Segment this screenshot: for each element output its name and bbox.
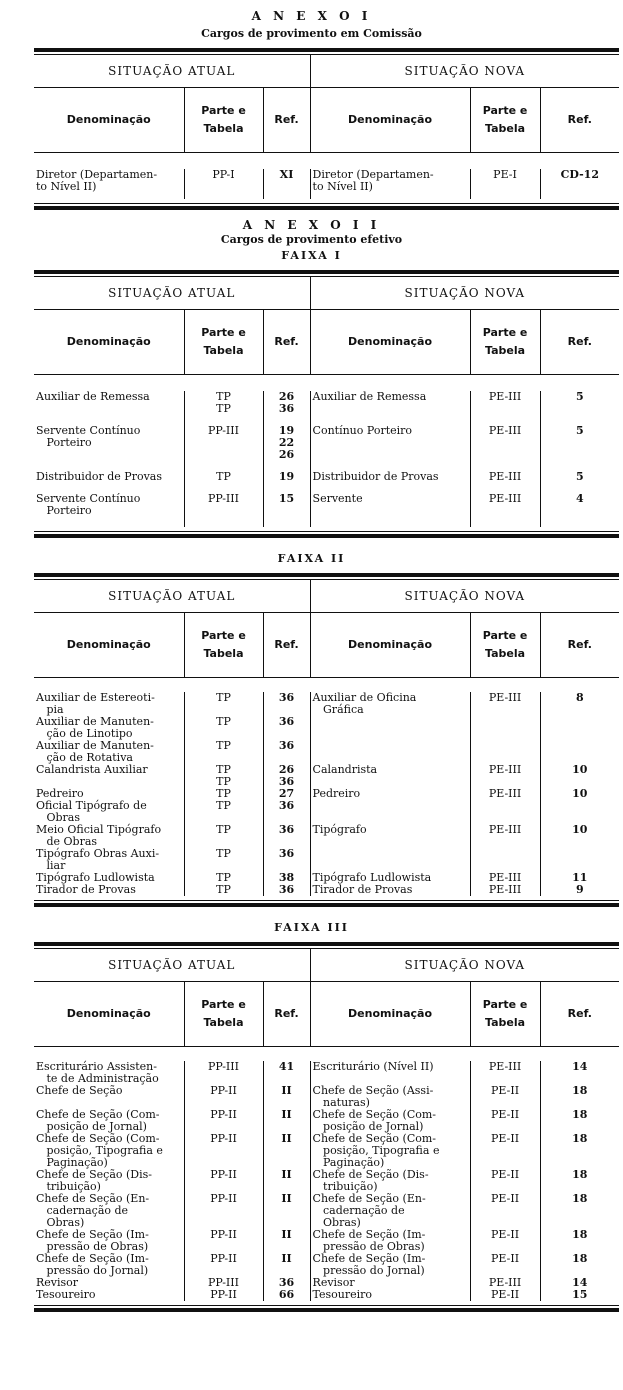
nova-parte-tabela: PE-II	[470, 1229, 540, 1253]
double-rule-bottom	[34, 900, 619, 907]
atual-parte-tabela: TP	[184, 872, 263, 884]
nova-denominacao: Calandrista	[310, 764, 470, 788]
parte-tabela-header	[470, 310, 540, 375]
nova-parte-tabela: PE-III	[470, 1061, 540, 1085]
atual-parte-tabela: PP-II	[184, 1193, 263, 1229]
atual-denominacao: Auxiliar de Manuten- ção de Rotativa	[36, 739, 154, 764]
nova-denominacao: Tesoureiro	[310, 1289, 470, 1301]
annex1-title: A N E X O I	[251, 9, 372, 23]
atual-ref: 41	[263, 1061, 310, 1085]
parte-tabela-header	[184, 982, 263, 1047]
atual-denominacao: Chefe de Seção (Dis- tribuição)	[36, 1168, 153, 1193]
annex2-title: A N E X O I I	[242, 218, 381, 232]
atual-ref: 36	[263, 884, 310, 896]
ref-header: Ref.	[263, 613, 310, 678]
denominacao-header: Denominação	[310, 982, 470, 1047]
nova-denominacao: Chefe de Seção (Com- posição de Jornal)	[310, 1109, 470, 1133]
atual-parte-tabela: TP TP	[184, 764, 263, 788]
nova-parte-tabela: PE-II	[470, 1193, 540, 1229]
nova-ref: 15	[540, 1289, 619, 1301]
atual-parte-tabela: PP-II	[184, 1085, 263, 1109]
nova-ref: 18	[540, 1253, 619, 1277]
parte-e-label: Parte e	[482, 998, 528, 1011]
atual-denominacao: Chefe de Seção (Com- posição de Jornal)	[36, 1108, 160, 1133]
double-rule-top	[34, 942, 619, 949]
nova-ref: CD-12	[540, 169, 619, 199]
nova-denominacao: Tirador de Provas	[310, 884, 470, 896]
atual-ref: II	[263, 1193, 310, 1229]
nova-denominacao: Revisor	[310, 1277, 470, 1289]
nova-parte-tabela: PE-II	[470, 1109, 540, 1133]
atual-ref: 36	[263, 824, 310, 848]
nova-denominacao: Chefe de Seção (Im- pressão de Obras)	[310, 1229, 470, 1253]
nova-parte-tabela: PE-III	[470, 764, 540, 788]
atual-denominacao: Tipógrafo Ludlowista	[36, 871, 155, 884]
register-table	[34, 949, 619, 1301]
nova-parte-tabela	[470, 740, 540, 764]
denominacao-header: Denominação	[310, 310, 470, 375]
atual-parte-tabela: TP	[184, 788, 263, 800]
table-row	[34, 1229, 619, 1253]
faixa2-title: FAIXA II	[277, 552, 346, 565]
nova-denominacao: Tipógrafo Ludlowista	[310, 872, 470, 884]
nova-denominacao: Auxiliar de Oficina Gráfica	[310, 692, 470, 716]
nova-parte-tabela: PE-II	[470, 1169, 540, 1193]
atual-denominacao: Auxiliar de Manuten- ção de Linotipo	[36, 715, 154, 740]
table-row	[34, 764, 619, 788]
parte-e-label: Parte e	[201, 629, 246, 642]
atual-ref: 36	[263, 740, 310, 764]
nova-denominacao: Tipógrafo	[310, 824, 470, 848]
faixa1-title: FAIXA I	[281, 249, 342, 262]
nova-denominacao	[310, 740, 470, 764]
tabela-label: Tabela	[485, 647, 526, 660]
table-row	[34, 1169, 619, 1193]
parte-e-label: Parte e	[201, 326, 246, 339]
atual-parte-tabela: TP	[184, 471, 263, 493]
nova-ref	[540, 800, 619, 824]
nova-ref	[540, 740, 619, 764]
nova-ref: 18	[540, 1085, 619, 1109]
nova-denominacao: Chefe de Seção (Dis- tribuição)	[310, 1169, 470, 1193]
nova-ref: 10	[540, 824, 619, 848]
table-row	[34, 716, 619, 740]
ref-header: Ref.	[540, 310, 619, 375]
situacao-nova-header: SITUAÇÃO NOVA	[310, 580, 619, 613]
atual-ref: II	[263, 1169, 310, 1193]
nova-parte-tabela	[470, 800, 540, 824]
table-row	[34, 169, 619, 199]
nova-denominacao: Distribuidor de Provas	[310, 471, 470, 493]
nova-parte-tabela: PE-II	[470, 1133, 540, 1169]
atual-denominacao: Distribuidor de Provas	[36, 470, 162, 483]
atual-parte-tabela: TP	[184, 692, 263, 716]
parte-tabela-header	[470, 88, 540, 153]
atual-ref: 36	[263, 848, 310, 872]
table-row	[34, 1061, 619, 1085]
ref-header: Ref.	[263, 982, 310, 1047]
nova-parte-tabela: PE-III	[470, 471, 540, 493]
nova-denominacao: Auxiliar de Remessa	[310, 391, 470, 425]
nova-parte-tabela: PE-III	[470, 391, 540, 425]
atual-ref: 19 22 26	[263, 425, 310, 471]
denominacao-header: Denominação	[34, 310, 184, 375]
atual-parte-tabela: TP	[184, 848, 263, 872]
nova-parte-tabela: PE-III	[470, 493, 540, 527]
situacao-atual-header: SITUAÇÃO ATUAL	[34, 277, 310, 310]
nova-parte-tabela: PE-III	[470, 824, 540, 848]
annex1-subtitle: Cargos de provimento em Comissão	[201, 27, 422, 40]
nova-denominacao: Chefe de Seção (Assi- naturas)	[310, 1085, 470, 1109]
atual-denominacao: Revisor	[36, 1276, 79, 1289]
atual-denominacao: Oficial Tipógrafo de Obras	[36, 799, 147, 824]
atual-ref: 36	[263, 692, 310, 716]
atual-ref: II	[263, 1253, 310, 1277]
atual-ref: II	[263, 1229, 310, 1253]
parte-e-label: Parte e	[201, 998, 246, 1011]
situacao-nova-header: SITUAÇÃO NOVA	[310, 277, 619, 310]
nova-parte-tabela: PE-III	[470, 692, 540, 716]
atual-parte-tabela: TP	[184, 716, 263, 740]
atual-parte-tabela: PP-II	[184, 1229, 263, 1253]
situacao-nova-header: SITUAÇÃO NOVA	[310, 949, 619, 982]
denominacao-header: Denominação	[34, 613, 184, 678]
nova-ref: 18	[540, 1169, 619, 1193]
table-row	[34, 692, 619, 716]
tabela-label: Tabela	[203, 1016, 244, 1029]
atual-ref: 26 36	[263, 764, 310, 788]
nova-ref: 9	[540, 884, 619, 896]
atual-parte-tabela: PP-III	[184, 493, 263, 527]
nova-denominacao: Chefe de Seção (En- cadernação de Obras)	[310, 1193, 470, 1229]
atual-denominacao: Auxiliar de Remessa	[36, 390, 150, 403]
table-row	[34, 471, 619, 493]
parte-tabela-header	[184, 88, 263, 153]
table-row	[34, 1193, 619, 1229]
table-row	[34, 848, 619, 872]
atual-denominacao: Tipógrafo Obras Auxi- liar	[36, 847, 160, 872]
nova-ref: 18	[540, 1193, 619, 1229]
atual-ref: II	[263, 1109, 310, 1133]
ref-header: Ref.	[540, 982, 619, 1047]
ref-header: Ref.	[263, 88, 310, 153]
atual-ref: 27	[263, 788, 310, 800]
tabela-label: Tabela	[485, 344, 526, 357]
nova-denominacao: Pedreiro	[310, 788, 470, 800]
parte-e-label: Parte e	[482, 629, 528, 642]
atual-denominacao: Pedreiro	[36, 787, 84, 800]
nova-ref	[540, 848, 619, 872]
table-row	[34, 824, 619, 848]
atual-ref: II	[263, 1085, 310, 1109]
ref-header: Ref.	[540, 613, 619, 678]
table-annex1	[34, 48, 619, 210]
table-row	[34, 425, 619, 471]
nova-denominacao: Escriturário (Nível II)	[310, 1061, 470, 1085]
nova-ref: 10	[540, 764, 619, 788]
atual-parte-tabela: PP-III	[184, 425, 263, 471]
nova-ref: 10	[540, 788, 619, 800]
atual-parte-tabela: PP-II	[184, 1169, 263, 1193]
nova-parte-tabela: PE-III	[470, 884, 540, 896]
register-table	[34, 277, 619, 527]
table-row	[34, 1133, 619, 1169]
nova-ref: 14	[540, 1277, 619, 1289]
tabela-label: Tabela	[485, 122, 526, 135]
faixa3-title: FAIXA III	[274, 921, 349, 934]
double-rule-top	[34, 573, 619, 580]
table-row	[34, 493, 619, 527]
register-table	[34, 580, 619, 896]
parte-e-label: Parte e	[201, 104, 246, 117]
ref-header: Ref.	[540, 88, 619, 153]
nova-ref: 14	[540, 1061, 619, 1085]
atual-denominacao: Chefe de Seção (En- cadernação de Obras)	[36, 1192, 150, 1229]
nova-parte-tabela: PE-II	[470, 1253, 540, 1277]
atual-ref: 36	[263, 800, 310, 824]
atual-denominacao: Chefe de Seção (Im- pressão de Obras)	[36, 1228, 149, 1253]
nova-ref: 18	[540, 1133, 619, 1169]
nova-ref	[540, 716, 619, 740]
table-row	[34, 1253, 619, 1277]
nova-denominacao: Chefe de Seção (Com- posição, Tipografia e Paginação)	[310, 1133, 470, 1169]
nova-denominacao: Servente	[310, 493, 470, 527]
atual-denominacao: Tesoureiro	[36, 1288, 96, 1301]
denominacao-header: Denominação	[34, 982, 184, 1047]
atual-parte-tabela: PP-III	[184, 1277, 263, 1289]
situacao-atual-header: SITUAÇÃO ATUAL	[34, 55, 310, 88]
parte-e-label: Parte e	[482, 326, 528, 339]
nova-parte-tabela: PE-III	[470, 1277, 540, 1289]
atual-denominacao: Calandrista Auxiliar	[36, 763, 148, 776]
nova-ref: 5	[540, 425, 619, 471]
register-table	[34, 55, 619, 199]
atual-denominacao: Servente Contínuo Porteiro	[36, 492, 141, 517]
double-rule-bottom	[34, 1305, 619, 1312]
atual-parte-tabela: PP-II	[184, 1253, 263, 1277]
nova-parte-tabela: PE-III	[470, 425, 540, 471]
atual-parte-tabela: TP	[184, 740, 263, 764]
tabela-label: Tabela	[485, 1016, 526, 1029]
denominacao-header: Denominação	[34, 88, 184, 153]
tabela-label: Tabela	[203, 122, 244, 135]
atual-ref: 66	[263, 1289, 310, 1301]
double-rule-top	[34, 270, 619, 277]
parte-tabela-header	[470, 613, 540, 678]
nova-ref: 11	[540, 872, 619, 884]
nova-parte-tabela: PE-III	[470, 872, 540, 884]
table-faixa1	[34, 270, 619, 538]
atual-denominacao: Auxiliar de Estereoti- pia	[36, 691, 155, 716]
atual-parte-tabela: PP-I	[184, 169, 263, 199]
nova-parte-tabela: PE-II	[470, 1289, 540, 1301]
nova-denominacao	[310, 848, 470, 872]
atual-parte-tabela: PP-II	[184, 1133, 263, 1169]
atual-ref: 19	[263, 471, 310, 493]
nova-ref: 8	[540, 692, 619, 716]
atual-ref: 38	[263, 872, 310, 884]
atual-denominacao: Chefe de Seção	[36, 1084, 123, 1097]
situacao-atual-header: SITUAÇÃO ATUAL	[34, 580, 310, 613]
atual-denominacao: Servente Contínuo Porteiro	[36, 424, 141, 449]
parte-tabela-header	[470, 982, 540, 1047]
tabela-label: Tabela	[203, 647, 244, 660]
nova-ref: 18	[540, 1229, 619, 1253]
atual-parte-tabela: PP-III	[184, 1061, 263, 1085]
annex2-subtitle: Cargos de provimento efetivo	[220, 233, 403, 246]
table-row	[34, 391, 619, 425]
situacao-atual-header: SITUAÇÃO ATUAL	[34, 949, 310, 982]
atual-denominacao: Chefe de Seção (Com- posição, Tipografia e Paginação)	[36, 1132, 163, 1169]
atual-ref: 26 36	[263, 391, 310, 425]
nova-ref: 5	[540, 471, 619, 493]
nova-parte-tabela: PE-I	[470, 169, 540, 199]
atual-ref: 36	[263, 716, 310, 740]
nova-ref: 5	[540, 391, 619, 425]
atual-denominacao: Chefe de Seção (Im- pressão do Jornal)	[36, 1252, 149, 1277]
atual-denominacao: Diretor (Departamen- to Nível II)	[36, 168, 158, 193]
nova-denominacao: Contínuo Porteiro	[310, 425, 470, 471]
ref-header: Ref.	[263, 310, 310, 375]
nova-parte-tabela	[470, 848, 540, 872]
atual-parte-tabela: TP	[184, 824, 263, 848]
atual-denominacao: Meio Oficial Tipógrafo de Obras	[36, 823, 162, 848]
nova-parte-tabela	[470, 716, 540, 740]
atual-parte-tabela: PP-II	[184, 1109, 263, 1133]
nova-denominacao: Diretor (Departamen- to Nível II)	[310, 169, 470, 199]
atual-parte-tabela: TP	[184, 884, 263, 896]
atual-ref: 15	[263, 493, 310, 527]
double-rule-bottom	[34, 203, 619, 210]
denominacao-header: Denominação	[310, 88, 470, 153]
table-row	[34, 1289, 619, 1301]
table-row	[34, 1109, 619, 1133]
table-faixa3	[34, 942, 619, 1312]
table-row	[34, 800, 619, 824]
table-faixa2	[34, 573, 619, 907]
atual-denominacao: Escriturário Assisten- te de Administração	[36, 1060, 159, 1085]
tabela-label: Tabela	[203, 344, 244, 357]
atual-ref: 36	[263, 1277, 310, 1289]
nova-ref: 4	[540, 493, 619, 527]
atual-denominacao: Tirador de Provas	[36, 883, 136, 896]
nova-parte-tabela: PE-II	[470, 1085, 540, 1109]
atual-ref: XI	[263, 169, 310, 199]
nova-denominacao	[310, 716, 470, 740]
table-row	[34, 740, 619, 764]
double-rule-bottom	[34, 531, 619, 538]
atual-parte-tabela: TP TP	[184, 391, 263, 425]
atual-parte-tabela: TP	[184, 800, 263, 824]
table-row	[34, 884, 619, 896]
atual-parte-tabela: PP-II	[184, 1289, 263, 1301]
parte-tabela-header	[184, 613, 263, 678]
nova-ref: 18	[540, 1109, 619, 1133]
nova-denominacao: Chefe de Seção (Im- pressão do Jornal)	[310, 1253, 470, 1277]
table-row	[34, 1085, 619, 1109]
parte-tabela-header	[184, 310, 263, 375]
denominacao-header: Denominação	[310, 613, 470, 678]
double-rule-top	[34, 48, 619, 55]
nova-denominacao	[310, 800, 470, 824]
parte-e-label: Parte e	[482, 104, 528, 117]
situacao-nova-header: SITUAÇÃO NOVA	[310, 55, 619, 88]
atual-ref: II	[263, 1133, 310, 1169]
nova-parte-tabela: PE-III	[470, 788, 540, 800]
